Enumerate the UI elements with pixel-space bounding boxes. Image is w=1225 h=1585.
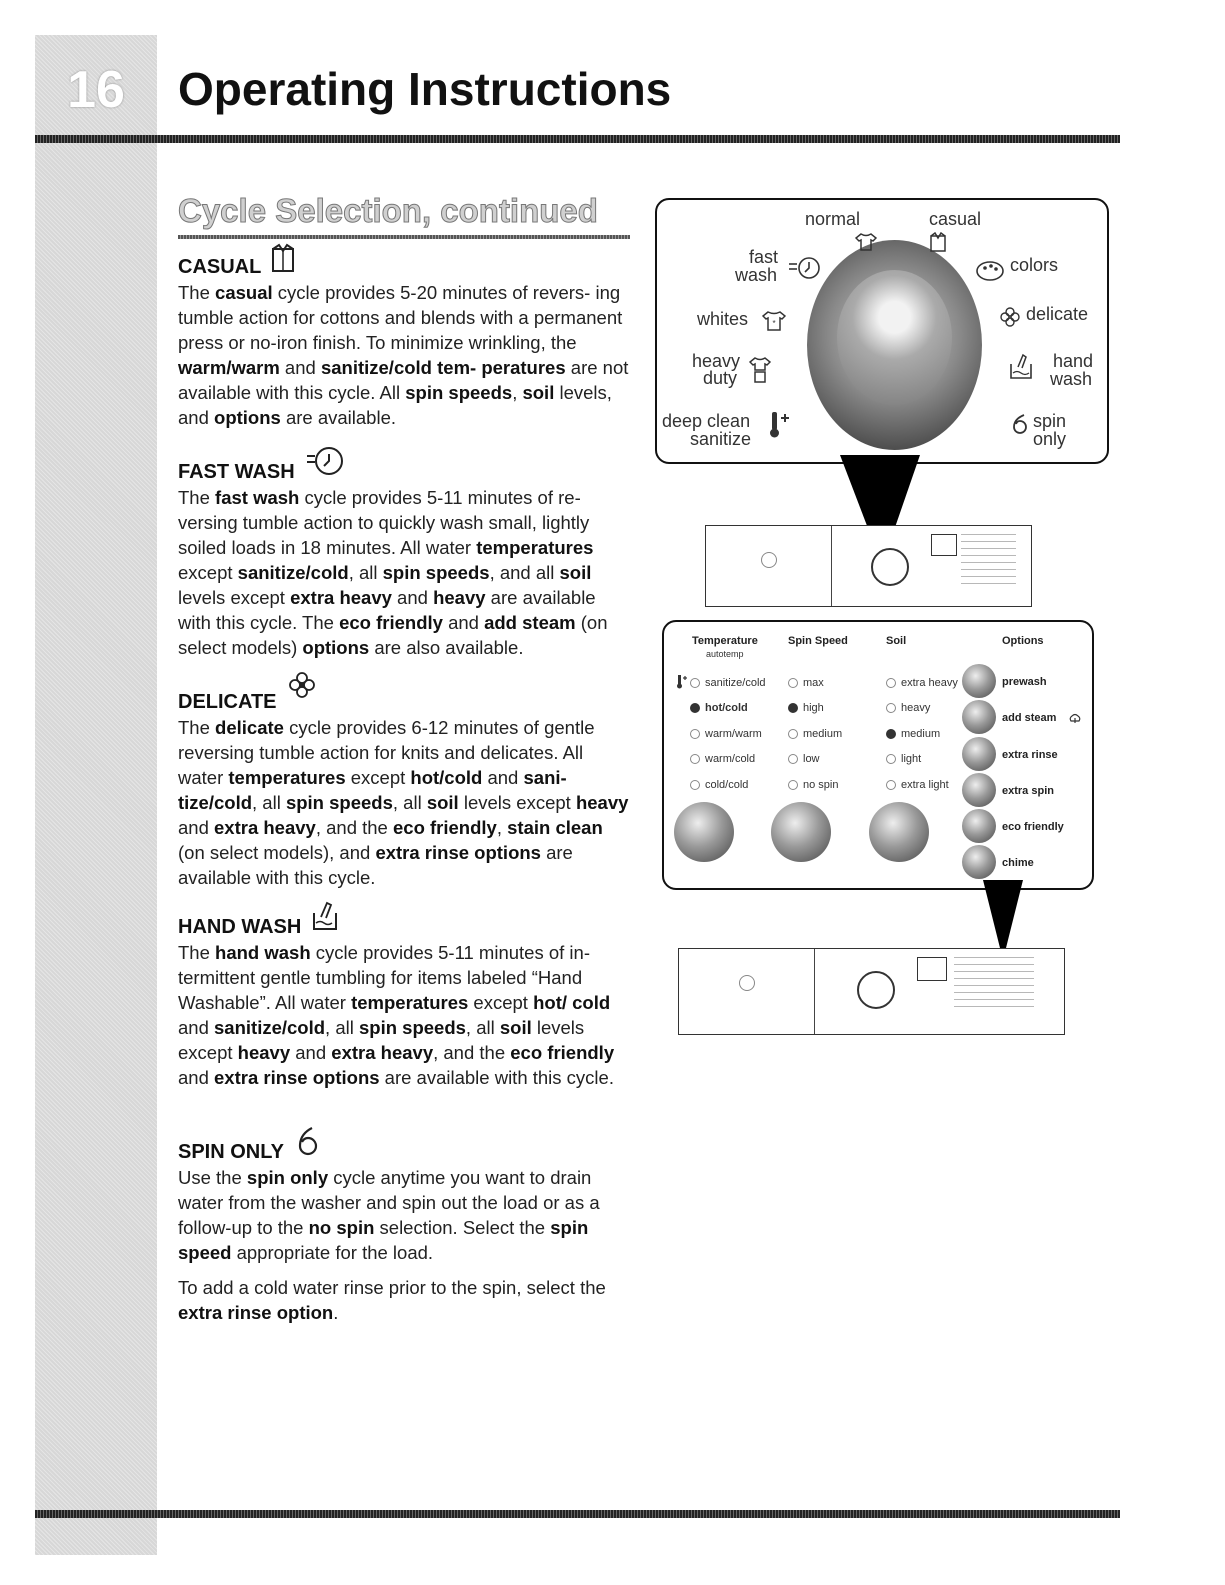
options-heading: Options — [1002, 635, 1044, 647]
spin-only-text: Use the spin only cycle anytime you want to drain water from the washer and spin out the load or as a follow-up to the no spin selection. Select the spin speed appropriate for the load. — [178, 1167, 600, 1263]
fast-wash-text: The fast wash cycle provides 5-11 minutes of re- versing tumble action to quickly wash small, lightly soiled loads in 18 minutes. All water temperatures except sanitize/cold, all spin speeds, and all soil levels except extra heavy and heavy are available with this cycle. The eco friendly and add steam (on select models) options are also available. — [178, 487, 608, 658]
temp-warm-warm[interactable]: warm/warm — [690, 728, 762, 740]
whites-shirt-icon — [762, 310, 786, 337]
tshirt-icon — [855, 232, 877, 257]
delicate-heading: DELICATE — [178, 685, 633, 715]
spin-max[interactable]: max — [788, 677, 824, 689]
spin-high[interactable]: high — [788, 702, 824, 714]
chime-label: chime — [1002, 857, 1034, 869]
cycle-dial-face — [837, 270, 952, 405]
dispenser-button — [739, 975, 755, 991]
led-indicator — [690, 678, 700, 688]
steam-icon — [1068, 710, 1082, 728]
flower-icon — [999, 306, 1021, 333]
led-indicator — [788, 703, 798, 713]
thermometer-plus-icon — [769, 410, 791, 445]
soil-medium[interactable]: medium — [886, 728, 940, 740]
mini-display — [917, 957, 947, 981]
stopwatch-icon — [787, 255, 823, 286]
flower-icon — [287, 670, 317, 707]
dial-deep-clean: deep clean — [662, 411, 751, 431]
eco-friendly-button[interactable] — [962, 809, 996, 843]
temperature-heading: Temperature — [692, 635, 758, 647]
extra-spin-label: extra spin — [1002, 785, 1054, 797]
page-number: 16 — [67, 61, 125, 119]
dial-normal: normal — [805, 209, 861, 229]
led-indicator — [886, 754, 896, 764]
soil-heading: Soil — [886, 635, 907, 647]
spin-only-heading: SPIN ONLY — [178, 1135, 633, 1165]
hand-wash-section — [178, 910, 633, 1090]
dial-sanitize: sanitize — [690, 429, 752, 449]
casual-heading: CASUAL — [178, 250, 633, 280]
led-indicator — [886, 678, 896, 688]
autotemp-label: autotemp — [706, 649, 744, 659]
extra-rinse-label: extra rinse — [1002, 749, 1058, 761]
spin-speed-heading: Spin Speed — [788, 635, 848, 647]
section-title: Cycle Selection, continued — [178, 192, 598, 229]
spin-icon — [1010, 413, 1030, 440]
fast-wash-section — [178, 455, 633, 660]
prewash-label: prewash — [1002, 676, 1047, 688]
dial-fast: fast — [749, 247, 779, 267]
led-indicator — [690, 780, 700, 790]
led-indicator — [886, 729, 896, 739]
soil-light[interactable]: light — [886, 753, 921, 765]
hand-in-tub-icon — [311, 899, 339, 940]
led-indicator — [886, 780, 896, 790]
spin-only-section — [178, 1135, 633, 1325]
prewash-button[interactable] — [962, 664, 996, 698]
temp-hot-cold[interactable]: hot/cold — [690, 702, 748, 714]
bottom-rule — [35, 1510, 1120, 1518]
spin-medium[interactable]: medium — [788, 728, 842, 740]
mini-dial — [857, 971, 895, 1009]
spin-no-spin[interactable]: no spin — [788, 779, 838, 791]
page-sidebar-band — [35, 35, 157, 1555]
section-rule — [178, 235, 630, 239]
top-rule — [35, 135, 1120, 143]
dial-whites: whites — [697, 309, 749, 329]
temperature-knob[interactable] — [674, 802, 734, 862]
dial-spin-only: only — [1033, 429, 1067, 449]
dial-casual: casual — [929, 209, 982, 229]
led-indicator — [788, 678, 798, 688]
dial-hand-wash: wash — [1050, 369, 1093, 389]
page-title: Operating Instructions — [178, 63, 672, 115]
dispenser-button — [761, 552, 777, 568]
svg-text:*: * — [772, 319, 776, 328]
add-steam-button[interactable] — [962, 700, 996, 734]
eco-friendly-label: eco friendly — [1002, 821, 1064, 833]
led-indicator — [788, 729, 798, 739]
dial-fast-wash: wash — [735, 265, 778, 285]
palette-icon — [975, 260, 1005, 287]
spin-speed-knob[interactable] — [771, 802, 831, 862]
dial-duty: duty — [703, 368, 738, 388]
led-indicator — [690, 729, 700, 739]
soil-extra-heavy[interactable]: extra heavy — [886, 677, 958, 689]
add-steam-label: add steam — [1002, 712, 1057, 724]
hand-wash-heading: HAND WASH — [178, 910, 633, 940]
chime-button[interactable] — [962, 845, 996, 879]
mini-dial — [871, 548, 909, 586]
spin-only-rinse-text: To add a cold water rinse prior to the spin, select the extra rinse option. — [178, 1277, 606, 1323]
spin-icon — [294, 1126, 320, 1165]
led-indicator — [690, 703, 700, 713]
stopwatch-icon — [305, 444, 345, 485]
dial-heavy: heavy — [692, 351, 741, 371]
soil-extra-light[interactable]: extra light — [886, 779, 949, 791]
control-panel-thumbnail-top — [705, 525, 1032, 607]
led-indicator — [788, 754, 798, 764]
shirt-icon — [929, 232, 947, 257]
temp-cold-cold[interactable]: cold/cold — [690, 779, 748, 791]
dial-colors: colors — [1010, 255, 1059, 275]
casual-section — [178, 250, 633, 430]
soil-knob[interactable] — [869, 802, 929, 862]
casual-text: The casual cycle provides 5-20 minutes of revers- ing tumble action for cottons and blends with a permanent press or no-iron finish. To minimize wrinkling, the warm/warm and sanitize/cold tem- peratures are not available with this cycle. All spin speeds, soil levels, and options are available. — [178, 282, 629, 428]
temp-sanitize-cold[interactable]: sanitize/cold — [690, 677, 766, 689]
fast-wash-heading: FAST WASH — [178, 455, 633, 485]
delicate-text: The delicate cycle provides 6-12 minutes of gentle reversing tumble action for knits and delicates. All water temperatures except hot/cold and sani- tize/cold, all spin speeds, all soil levels except heavy and extra heavy, and the eco friendly, stain clean (on select models), and extra rinse options are available with this cycle. — [178, 717, 629, 888]
options-panel — [662, 620, 1094, 890]
delicate-section — [178, 685, 633, 890]
cycle-dial-panel — [655, 198, 1109, 464]
shirt-icon — [271, 243, 295, 280]
thermometer-plus-icon — [677, 675, 687, 694]
temp-warm-cold[interactable]: warm/cold — [690, 753, 755, 765]
dial-hand: hand — [1053, 351, 1094, 371]
hand-wash-text: The hand wash cycle provides 5-11 minutes of in- termittent gentle tumbling for items labeled “Hand Washable”. All water temperatures except hot/ cold and sanitize/cold, all spin speeds, all soil levels except heavy and extra heavy, and the eco friendly and extra rinse options are available with this cycle. — [178, 942, 615, 1088]
led-indicator — [788, 780, 798, 790]
hand-in-tub-icon — [1009, 352, 1033, 385]
spin-low[interactable]: low — [788, 753, 820, 765]
led-indicator — [690, 754, 700, 764]
extra-spin-button[interactable] — [962, 773, 996, 807]
soil-heavy[interactable]: heavy — [886, 702, 930, 714]
control-panel-thumbnail-bottom — [678, 948, 1065, 1035]
dial-spin: spin — [1033, 411, 1067, 431]
dial-delicate: delicate — [1026, 304, 1089, 324]
extra-rinse-button[interactable] — [962, 737, 996, 771]
led-indicator — [886, 703, 896, 713]
heavy-duty-icon — [749, 356, 771, 389]
mini-display — [931, 534, 957, 556]
